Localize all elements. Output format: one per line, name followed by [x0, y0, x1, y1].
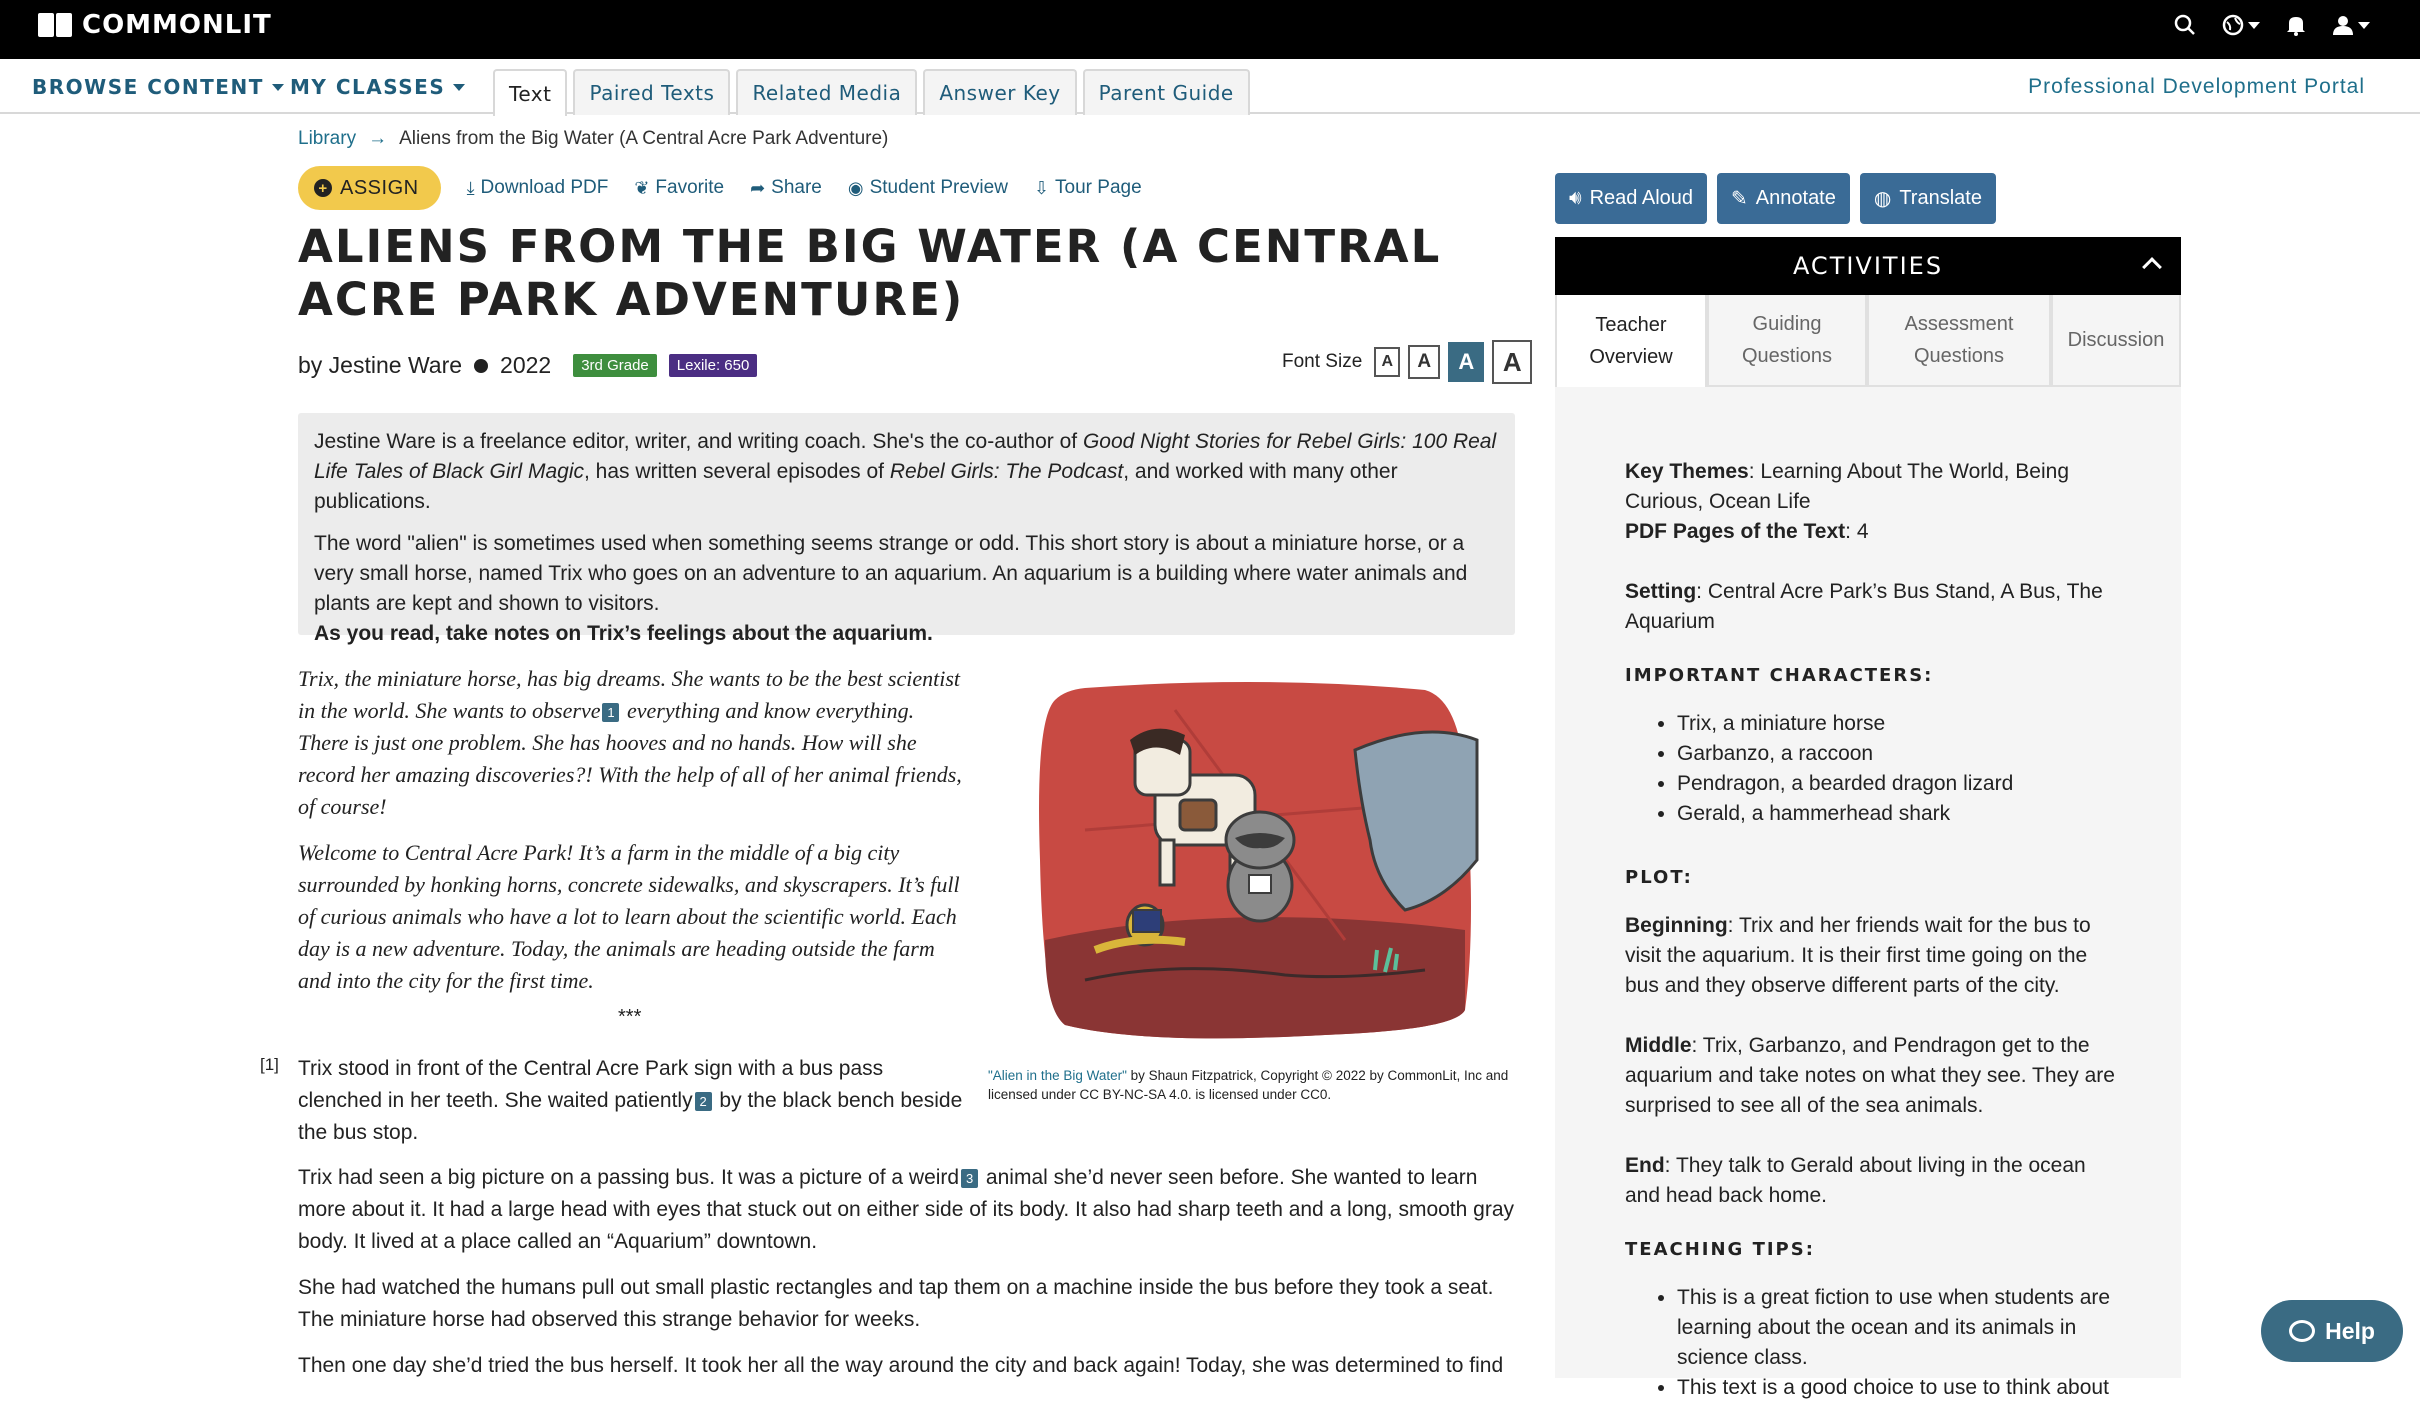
chevron-down-icon	[272, 84, 284, 91]
tab-related-media[interactable]: Related Media	[736, 69, 917, 115]
breadcrumb-current: Aliens from the Big Water (A Central Acre Park Adventure)	[399, 128, 889, 149]
breadcrumb	[298, 128, 888, 150]
reading-tools	[1555, 173, 1996, 224]
story-paragraph: Welcome to Central Acre Park! It’s a farm in the middle of a big city surrounded by honking horns, concrete sidewalks, and skyscrapers. It’s full of curious animals who have a lot to learn about the scientific world. Each day is a new adventure. Today, the animals are heading outside the farm and into the city for the first time.	[298, 840, 960, 993]
text-summary	[314, 529, 1499, 649]
list-item: • Trix, a miniature horse	[1677, 709, 2125, 739]
lexile-badge: Lexile: 650	[669, 354, 758, 377]
image-caption-link[interactable]: "Alien in the Big Water"	[988, 1068, 1127, 1083]
chat-bubble-icon	[2289, 1320, 2315, 1342]
bio-book-title: Good Night Stories for Rebel Girls: 100 Real Life Tales of Black Girl Magic	[314, 430, 1497, 483]
plot-middle-label: Middle	[1625, 1034, 1692, 1057]
footnote-marker[interactable]: 2	[695, 1092, 712, 1111]
font-size-control	[1282, 340, 1532, 384]
spacer	[1625, 547, 2125, 577]
list-item: • This text is a good choice to use to think about	[1677, 1373, 2125, 1403]
activities-tabs	[1555, 295, 2181, 387]
teaching-tips-list	[1677, 1283, 2125, 1403]
my-classes-menu[interactable]	[290, 75, 465, 99]
translate-label: Translate	[1899, 187, 1982, 209]
story-text: animal she’d never seen before. She wanted to learn more about it. It had a large head with eyes that stuck out on either side of its body. It also had sharp teeth and a long, smooth gray body. It lived at a place called an “Aquarium” downtown.	[298, 1166, 1515, 1253]
font-size-medium-button[interactable]: A	[1408, 345, 1440, 379]
share-icon: ➦	[750, 177, 766, 198]
plot-heading: PLOT:	[1625, 867, 1693, 888]
tour-page-button[interactable]	[1034, 177, 1142, 199]
bio-text: Jestine Ware is a freelance editor, writer, and writing coach. She's the co-author of	[314, 430, 1083, 453]
author: by Jestine Ware	[298, 352, 463, 378]
download-pdf-button[interactable]	[467, 177, 609, 199]
chevron-down-icon	[2358, 22, 2370, 29]
globe-icon[interactable]	[2222, 10, 2260, 40]
assign-button[interactable]	[298, 166, 441, 210]
tab-answer-key[interactable]: Answer Key	[923, 69, 1076, 115]
grade-badge: 3rd Grade	[573, 354, 657, 377]
characters-heading: IMPORTANT CHARACTERS:	[1625, 665, 1934, 686]
download-pdf-label: Download PDF	[480, 177, 609, 198]
setting-value: : Central Acre Park’s Bus Stand, A Bus, The Aquarium	[1625, 580, 2103, 633]
tab-assessment-questions[interactable]: Assessment Questions	[1867, 295, 2051, 387]
top-icons	[2174, 10, 2370, 40]
separator-dot	[474, 359, 488, 373]
spacer	[1625, 1121, 2125, 1151]
activities-header[interactable]	[1555, 237, 2181, 295]
story-paragraph: Then one day she’d tried the bus herself. It took her all the way around the city and back again! Today, she was determined to find	[298, 1354, 1504, 1377]
list-item: • Gerald, a hammerhead shark	[1677, 799, 2125, 829]
browse-content-label: BROWSE CONTENT	[32, 75, 264, 99]
annotate-button[interactable]	[1717, 173, 1850, 224]
book-icon	[38, 13, 72, 37]
plot-end	[1625, 1151, 2125, 1211]
story-paragraph	[298, 1053, 968, 1149]
globe-icon: ◍	[1873, 188, 1892, 210]
story-text: Trix had seen a big picture on a passing bus. It was a picture of a weird	[298, 1166, 960, 1189]
plot-middle	[1625, 1031, 2125, 1121]
author-bio	[314, 427, 1499, 517]
plot-beginning-value: : Trix and her friends wait for the bus to visit the aquarium. It is their first time going on the bus and they observe different parts of the city.	[1625, 914, 2091, 997]
assign-label: ASSIGN	[340, 176, 419, 199]
pdf-pages-label: PDF Pages of the Text	[1625, 520, 1846, 543]
font-size-large-button[interactable]: A	[1448, 342, 1484, 382]
translate-button[interactable]	[1860, 173, 1996, 224]
activities-panel	[1555, 237, 2181, 1399]
footnote-marker[interactable]: 1	[602, 703, 619, 722]
bio-text: , and worked with many other publications.	[314, 460, 1398, 513]
plot-beginning	[1625, 911, 2125, 1001]
story-paragraph: She had watched the humans pull out small plastic rectangles and tap them on a machine inside the bus before they took a seat. The miniature horse had observed this strange behavior for weeks.	[298, 1276, 1494, 1331]
setting	[1625, 577, 2125, 637]
tab-teacher-overview[interactable]: Teacher Overview	[1555, 295, 1707, 387]
share-button[interactable]	[750, 177, 822, 199]
image-caption-text: by Shaun Fitzpatrick, Copyright © 2022 by CommonLit, Inc and licensed under CC BY-NC-SA 4.0. is licensed under CC0.	[988, 1068, 1509, 1102]
plus-icon: +	[314, 179, 332, 197]
tour-icon: ⇩	[1033, 177, 1050, 198]
spacer	[1625, 1001, 2125, 1031]
browse-content-menu[interactable]	[32, 75, 284, 99]
footnote-marker[interactable]: 3	[961, 1169, 978, 1188]
key-themes-value: : Learning About The World, Being Curious, Ocean Life	[1625, 460, 2070, 513]
plot-middle-value: : Trix, Garbanzo, and Pendragon get to the aquarium and take notes on what they see. They are surprised to see all of the sea animals.	[1625, 1034, 2115, 1117]
chevron-down-icon	[453, 84, 465, 91]
list-item: • This is a great fiction to use when students are learning about the ocean and its animals in science class.	[1677, 1283, 2125, 1373]
byline	[298, 352, 757, 379]
top-bar	[0, 0, 2420, 59]
tab-text[interactable]: Text	[493, 69, 567, 116]
read-aloud-label: Read Aloud	[1589, 187, 1694, 209]
share-label: Share	[771, 177, 822, 198]
text-tabs	[493, 69, 1250, 116]
setting-label: Setting	[1625, 580, 1697, 603]
bio-text: , has written several episodes of	[584, 460, 890, 483]
tour-page-label: Tour Page	[1055, 177, 1142, 198]
help-button[interactable]	[2261, 1300, 2403, 1362]
favorite-label: Favorite	[655, 177, 725, 198]
section-divider: ***	[618, 1006, 642, 1028]
story-paragraph	[298, 663, 963, 823]
list-item: • Garbanzo, a raccoon	[1677, 739, 2125, 769]
plot-end-value: : They talk to Gerald about living in the ocean and head back home.	[1625, 1154, 2086, 1207]
plot-beginning-label: Beginning	[1625, 914, 1728, 937]
logo-text: COMMONLIT	[82, 10, 272, 40]
search-icon[interactable]	[2174, 10, 2196, 40]
story-text: by the black bench beside the bus stop.	[298, 1089, 963, 1144]
page-title: ALIENS FROM THE BIG WATER (A CENTRAL ACRE PARK ADVENTURE)	[298, 220, 1442, 326]
paragraph-number: [1]	[260, 1055, 279, 1074]
breadcrumb-library-link[interactable]: Library	[298, 128, 357, 149]
pdf-pages-value: : 4	[1845, 520, 1869, 543]
key-themes-label: Key Themes	[1625, 460, 1749, 483]
read-aloud-button[interactable]	[1555, 173, 1707, 224]
favorite-button[interactable]	[634, 177, 724, 199]
key-themes	[1625, 457, 2125, 517]
secondary-nav	[0, 59, 2420, 114]
characters-list	[1677, 709, 2125, 829]
text-introduction	[298, 413, 1515, 645]
font-size-xlarge-button[interactable]: A	[1492, 340, 1532, 384]
annotate-label: Annotate	[1755, 187, 1836, 209]
pencil-icon: ✎	[1731, 188, 1748, 210]
teacher-overview-content	[1625, 457, 2125, 1403]
help-label: Help	[2325, 1317, 2375, 1344]
story-text: Trix stood in front of the Central Acre Park sign with a bus pass clenched in her teeth. She waited patiently	[298, 1057, 884, 1112]
student-preview-button[interactable]	[848, 177, 1008, 199]
pdf-pages	[1625, 517, 2125, 547]
summary-text: The word "alien" is sometimes used when something seems strange or odd. This short story is about a miniature horse, or a very small horse, named Trix who goes on an adventure to an aquarium. An aquarium is a building where water animals and plants are kept and shown to visitors.	[314, 532, 1468, 615]
teaching-tips-heading: TEACHING TIPS:	[1625, 1239, 1815, 1260]
image-caption	[988, 1066, 1513, 1104]
download-icon: ⤓	[466, 177, 475, 198]
bio-podcast-title: Rebel Girls: The Podcast	[889, 460, 1124, 483]
user-icon[interactable]	[2332, 10, 2370, 40]
tab-parent-guide[interactable]: Parent Guide	[1083, 69, 1250, 115]
speaker-icon: 🔊︎	[1569, 187, 1582, 209]
list-item: • Pendragon, a bearded dragon lizard	[1677, 769, 2125, 799]
story-body	[298, 1162, 1518, 1396]
bell-icon[interactable]	[2286, 10, 2306, 40]
professional-development-link[interactable]: Professional Development Portal	[2028, 75, 2365, 98]
chevron-down-icon	[2248, 22, 2260, 29]
story-paragraph	[298, 1162, 1518, 1258]
font-size-small-button[interactable]: A	[1374, 347, 1400, 377]
story-text: Trix, the miniature horse, has big dreams. She wants to be the best scientist in the world. She wants to observe	[298, 666, 960, 723]
story-intro	[298, 663, 963, 1011]
arrow-right-icon: →	[368, 128, 388, 149]
story-illustration[interactable]	[1025, 680, 1477, 1045]
commonlit-logo[interactable]	[38, 10, 272, 40]
reading-prompt: As you read, take notes on Trix’s feelings about the aquarium.	[314, 622, 933, 645]
tab-discussion[interactable]: Discussion	[2051, 295, 2181, 387]
my-classes-label: MY CLASSES	[290, 75, 446, 99]
text-toolbar	[298, 166, 1142, 210]
activities-title: ACTIVITIES	[1792, 252, 1944, 280]
eye-icon: ◉	[847, 177, 864, 198]
tab-paired-texts[interactable]: Paired Texts	[573, 69, 730, 115]
year: 2022	[500, 352, 552, 378]
student-preview-label: Student Preview	[869, 177, 1008, 198]
plot-end-label: End	[1625, 1154, 1665, 1177]
chevron-up-icon[interactable]	[2142, 257, 2162, 277]
tab-guiding-questions[interactable]: Guiding Questions	[1707, 295, 1867, 387]
story-text: everything and know everything. There is just one problem. She has hooves and no hands. How will she record her amazing discoveries?! With the help of all of her animal friends, of course!	[298, 698, 962, 819]
font-size-label: Font Size	[1282, 351, 1363, 372]
favorite-icon: ❦	[634, 177, 650, 198]
